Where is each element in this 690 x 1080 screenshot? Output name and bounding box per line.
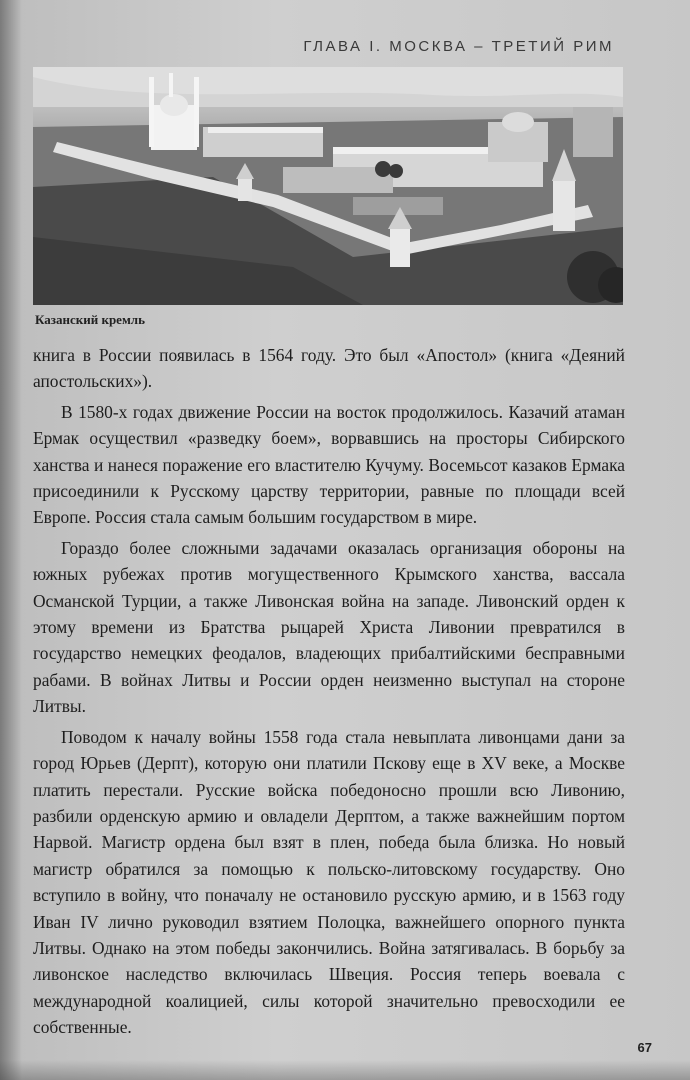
- photo-caption: Казанский кремль: [35, 312, 145, 327]
- paragraph-4: Поводом к началу войны 1558 года стала невыплата ливонцами дани за город Юрьев (Дерпт), которую они платили Пскову еще в XV веке, а Москве платить перестали. Русские войска победоносно прошли всю Ливонию, разбили орденскую армию и овладели Дерптом, а также важнейшим портом Нарвой. Магистр ордена был взят в плен, победа была близка. Но новый магистр обратился за помощью к польско-литовскому государству. Оно вступило в войну, что поначалу не остановило русскую армию, и в 1563 году Иван IV лично руководил взятием Полоцка, важнейшего опорного пункта Литвы. Однако на этом победы закончились. Война затягивалась. В борьбу за ливонское наследство включилась Швеция. Россия теперь воевала с международной коалицией, силы которой значительно превосходили ее собственные.: [33, 726, 625, 1038]
- paragraph-1: книга в России появилась в 1564 году. Это был «Апостол» (книга «Деяний апостольских»).: [33, 345, 625, 392]
- page-number: 67: [637, 1040, 652, 1055]
- kazan-kremlin-photo: [33, 67, 623, 305]
- spine-shadow: [0, 0, 22, 1080]
- bottom-shadow: [0, 1060, 690, 1080]
- paragraph-3: Гораздо более сложными задачами оказалась организация обороны на южных рубежах против могущественного Крымского ханства, вассала Османской Турции, а также Ливонская война на западе. Ливонский орден к этому времени из Братства рыцарей Христа Ливонии превратился в государство немецких феодалов, владеющих прибалтийскими бесправными рабами. В войнах Литвы и России орден неизменно выступал на стороне Литвы.: [33, 537, 625, 717]
- paragraph-2: В 1580-х годах движение России на восток продолжилось. Казачий атаман Ермак осуществил «разведку боем», ворвавшись на просторы Сибирского ханства и нанеся поражение его властителю Кучуму. Восемьсот казаков Ермака присоединили к Русскому царству территории, равные по площади всей Европе. Россия стала самым большим государством в мире.: [33, 401, 625, 528]
- body-text: [33, 342, 625, 1041]
- running-head: ГЛАВА I. МОСКВА – ТРЕТИЙ РИМ: [303, 38, 614, 55]
